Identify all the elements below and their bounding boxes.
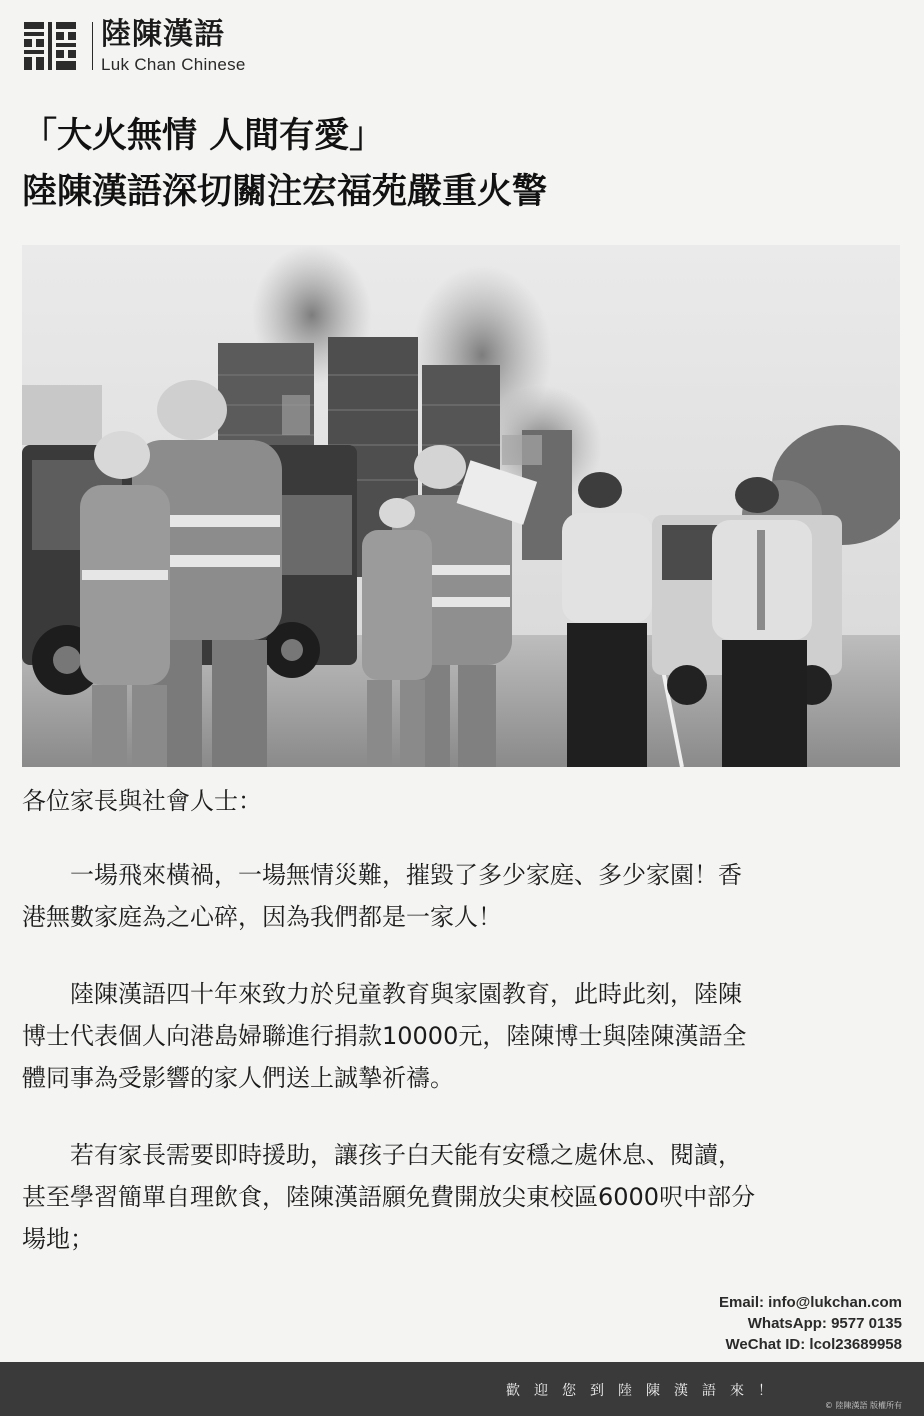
- logo-chinese-name: 陸陳漢語: [101, 16, 225, 52]
- fire-scene-photo: [22, 245, 900, 767]
- paragraph-3-line-1: 若有家長需要即時援助，讓孩子白天能有安穩之處休息、閱讀，: [22, 1141, 742, 1169]
- logo-english-name: Luk Chan Chinese: [101, 54, 246, 74]
- contact-info: [719, 1292, 902, 1355]
- contact-wechat: WeChat ID: lcol23689958: [725, 1336, 902, 1353]
- headline: [22, 108, 902, 220]
- footer-copyright: © 陸陳漢語 版權所有: [824, 1401, 902, 1410]
- logo-mark-graphic: [22, 18, 78, 74]
- footer-welcome-message: 歡迎您到陸陳漢語來！: [506, 1383, 786, 1399]
- paragraph-2-line-3: 體同事為受影響的家人們送上誠摯祈禱。: [22, 1064, 454, 1092]
- paragraph-3-line-3: 場地；: [22, 1225, 94, 1253]
- letter-body: [22, 780, 902, 1295]
- paragraph-2: [22, 973, 902, 1099]
- paragraph-1-line-2: 港無數家庭為之心碎，因為我們都是一家人！: [22, 903, 502, 931]
- paragraph-1: [22, 854, 902, 938]
- paragraph-2-line-2: 博士代表個人向港島婦聯進行捐款10000元，陸陳博士與陸陳漢語全: [22, 1022, 747, 1050]
- logo-wordmark: [101, 16, 246, 74]
- paragraph-3: [22, 1134, 902, 1260]
- letter-greeting: 各位家長與社會人士：: [22, 787, 262, 815]
- paragraph-1-line-1: 一場飛來橫禍，一場無情災難，摧毀了多少家庭、多少家園！香: [22, 861, 742, 889]
- paragraph-2-line-1: 陸陳漢語四十年來致力於兒童教育與家園教育，此時此刻，陸陳: [22, 980, 742, 1008]
- contact-whatsapp[interactable]: WhatsApp: 9577 0135: [747, 1315, 902, 1332]
- contact-email[interactable]: Email: info@lukchan.com: [719, 1294, 902, 1311]
- footer-bar: [0, 1362, 924, 1416]
- paragraph-3-line-2: 甚至學習簡單自理飲食，陸陳漢語願免費開放尖東校區6000呎中部分: [22, 1183, 756, 1211]
- firefighters-scene-graphic: [22, 245, 900, 767]
- luk-chan-logo-icon: [22, 18, 78, 74]
- brand-header: [22, 16, 246, 76]
- logo-divider: [92, 22, 93, 70]
- headline-line-1: 「大火無情 人間有愛」: [22, 116, 385, 156]
- headline-line-2: 陸陳漢語深切關注宏福苑嚴重火警: [22, 172, 548, 212]
